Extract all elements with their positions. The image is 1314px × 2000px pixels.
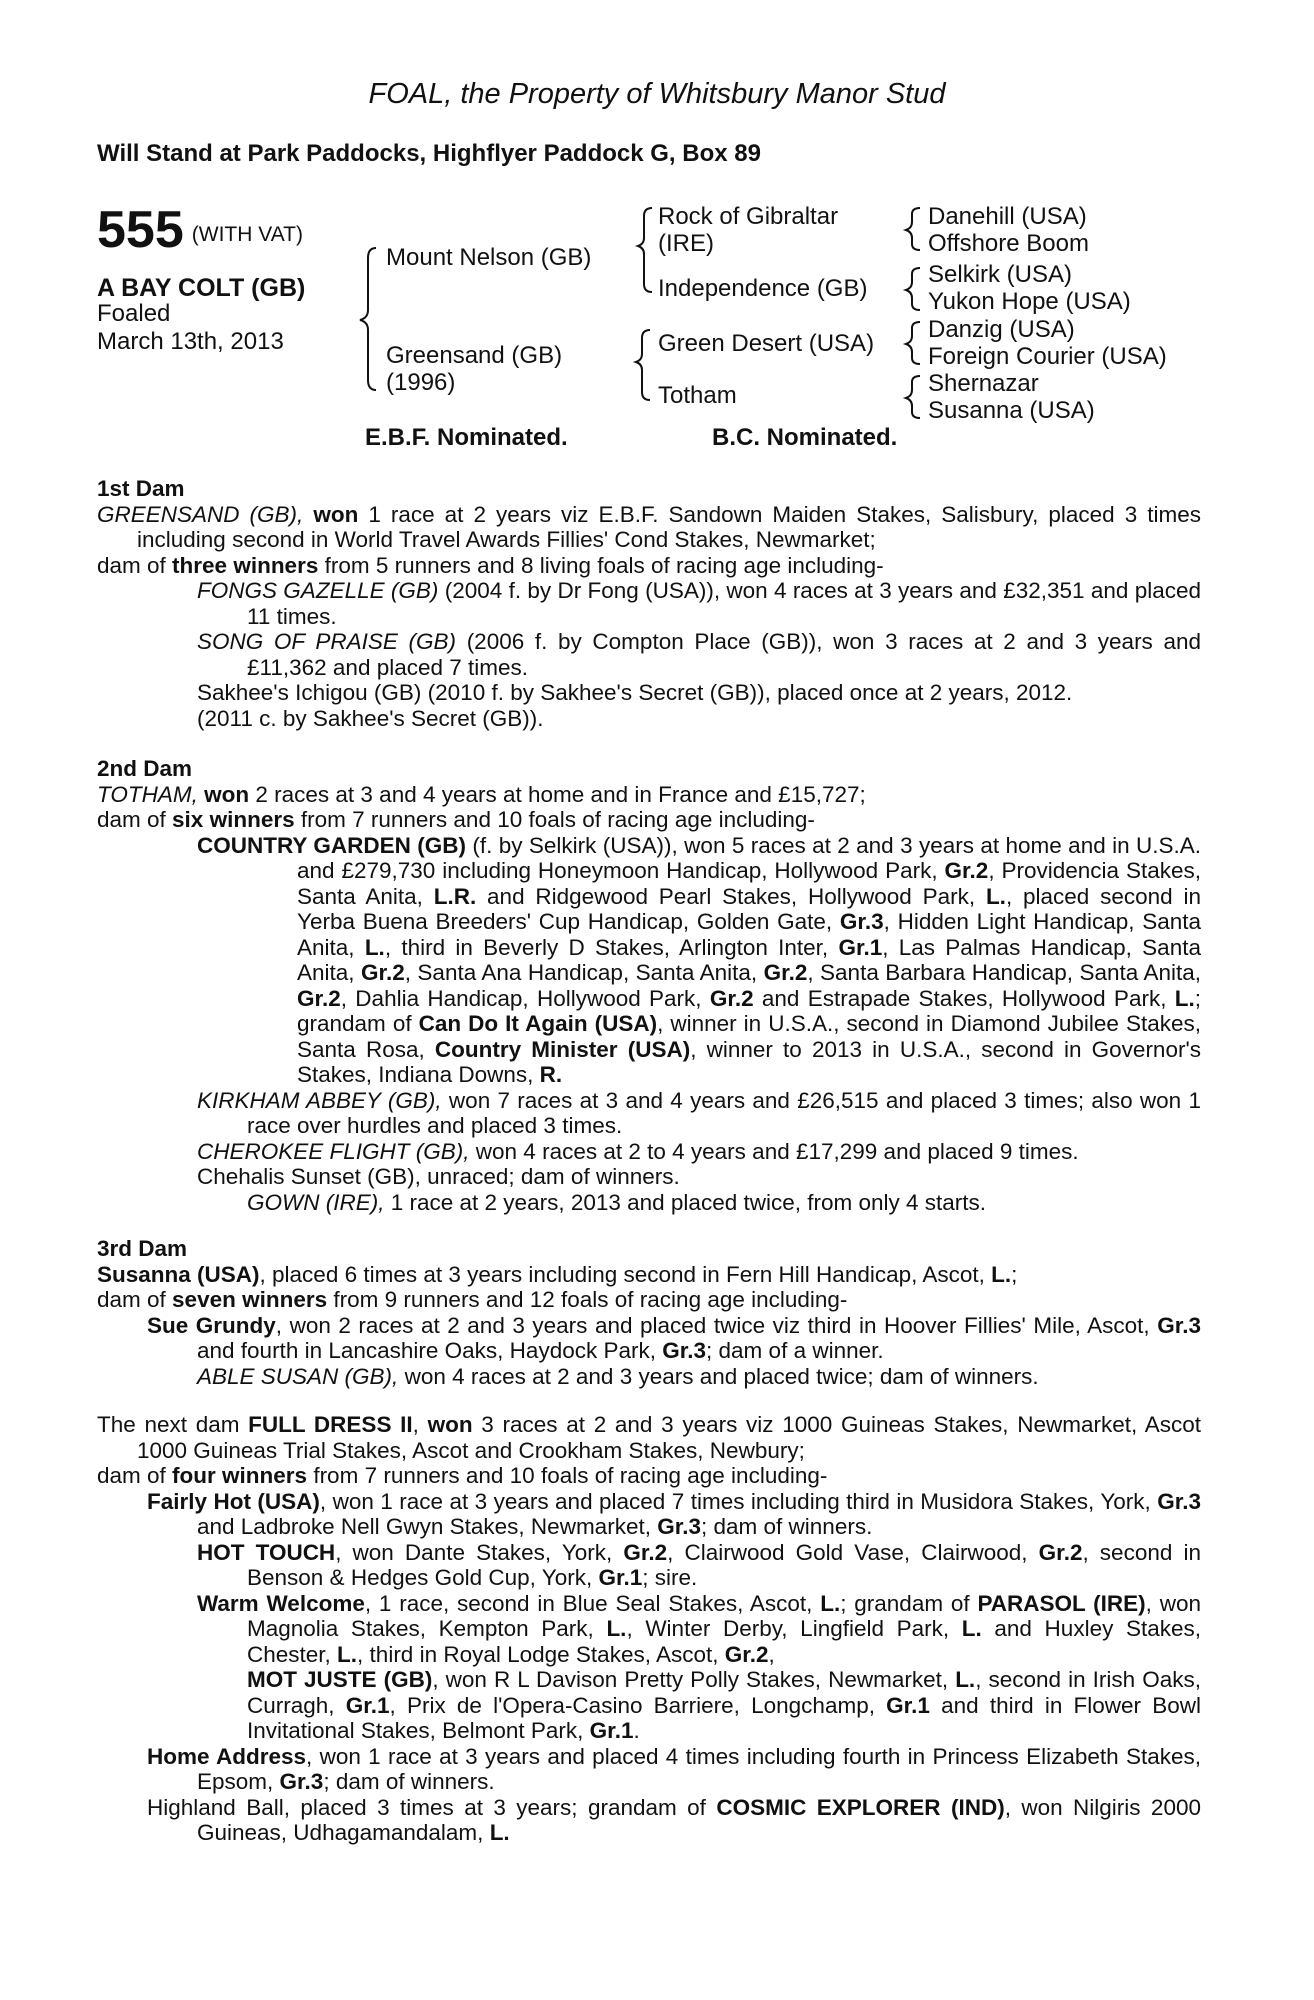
- pedigree-dam-year: (1996): [386, 369, 456, 396]
- produce-entry: [97, 833, 1201, 1088]
- text-run: , placed second in Yerba Buena Breeders' Cup Handicap, Golden Gate,: [297, 883, 1201, 934]
- produce-entry: [97, 1591, 1201, 1668]
- text-run: (2004 f. by Dr Fong (USA)), won 4 races at 3 years and £32,351 and placed 11 times.: [247, 578, 1202, 629]
- second-dam-section: [97, 756, 1201, 1215]
- text-run: L.: [337, 1641, 358, 1667]
- text-run: Gr.3: [657, 1514, 701, 1539]
- produce-entry: [97, 1795, 1201, 1846]
- second-dam-record: [97, 782, 1201, 808]
- pedigree-sss: Danehill (USA): [928, 203, 1087, 230]
- text-run: TOTHAM,: [97, 781, 198, 807]
- first-dam-record: [97, 502, 1201, 553]
- text-run: from 9 runners and 12 foals of racing age including-: [327, 1287, 848, 1312]
- text-run: FULL DRESS II: [248, 1412, 413, 1437]
- text-run: KIRKHAM ABBEY (GB),: [197, 1087, 442, 1113]
- text-run: Gr.1: [598, 1565, 643, 1590]
- text-run: 3 races at 2 and 3 years viz 1000 Guineas Stakes, Newmarket, Ascot 1000 Guineas Trial Stakes, Ascot and Crookham Stakes, Newbury;: [137, 1412, 1201, 1463]
- brace-dds: [906, 376, 920, 418]
- text-run: , won 2 races at 2 and 3 years and placed twice viz third in Hoover Fillies' Mile, Ascot,: [275, 1312, 1158, 1338]
- pedigree-sds: Selkirk (USA): [928, 261, 1073, 288]
- text-run: Gr.1: [345, 1692, 390, 1718]
- text-run: ; dam of winners.: [701, 1514, 873, 1539]
- text-run: [303, 502, 313, 527]
- pedigree-sire-sire: [658, 203, 838, 257]
- text-run: , placed 6 times at 3 years including second in Fern Hill Handicap, Ascot,: [259, 1261, 992, 1287]
- produce-entry: [97, 1088, 1201, 1139]
- text-run: L.: [1174, 985, 1195, 1011]
- text-run: Sue Grundy: [147, 1312, 276, 1338]
- text-run: ; grandam of: [297, 985, 1201, 1036]
- text-run: ; sire.: [642, 1565, 698, 1590]
- text-run: , Santa Barbara Handicap, Santa Anita,: [807, 960, 1201, 985]
- text-run: Sakhee's Ichigou (GB) (2010 f. by Sakhee's Secret (GB)), placed once at 2 years, 2012.: [197, 680, 1073, 705]
- pedigree-dam-sire: Green Desert (USA): [658, 330, 875, 357]
- text-run: , Clairwood Gold Vase, Clairwood,: [667, 1539, 1039, 1565]
- text-run: dam of: [97, 1287, 173, 1312]
- text-run: 1 race at 2 years, 2013 and placed twice, from only 4 starts.: [384, 1189, 987, 1215]
- next-dam-produce-summary: [97, 1463, 1201, 1489]
- text-run: won 4 races at 2 and 3 years and placed twice; dam of winners.: [398, 1363, 1039, 1389]
- third-dam-heading: 3rd Dam: [97, 1236, 188, 1261]
- next-dam-record: [97, 1412, 1201, 1463]
- lot-number: 555: [97, 201, 184, 259]
- text-run: , won 1 race at 3 years and placed 7 times including third in Musidora Stakes, York,: [319, 1488, 1158, 1514]
- produce-entry: [97, 680, 1201, 706]
- text-run: .: [633, 1718, 640, 1743]
- text-run: Gr.1: [589, 1718, 634, 1743]
- text-run: from 5 runners and 8 living foals of racing age including-: [318, 552, 884, 578]
- text-run: , Hidden Light Handicap, Santa Anita,: [297, 909, 1202, 960]
- text-run: six winners: [172, 807, 295, 832]
- second-dam-produce-summary: [97, 807, 1201, 833]
- text-run: dam of: [97, 552, 173, 578]
- text-run: three winners: [172, 552, 319, 578]
- brace-dss: [906, 322, 920, 364]
- brace-sss: [906, 208, 920, 250]
- second-dam-heading: 2nd Dam: [97, 756, 193, 781]
- pedigree-dsd: Foreign Courier (USA): [928, 343, 1167, 370]
- pedigree-dds: Shernazar: [928, 370, 1039, 397]
- text-run: (2011 c. by Sakhee's Secret (GB)).: [197, 705, 544, 731]
- first-dam-produce-summary: [97, 553, 1201, 579]
- brace-dam: [636, 330, 650, 400]
- text-run: ; dam of a winner.: [706, 1338, 884, 1363]
- text-run: and fourth in Lancashire Oaks, Haydock Park,: [197, 1338, 663, 1363]
- pedigree-sdd: Yukon Hope (USA): [928, 288, 1131, 315]
- text-run: Gr.2: [623, 1539, 668, 1565]
- text-run: and Estrapade Stakes, Hollywood Park,: [753, 985, 1175, 1011]
- text-run: Gr.2: [944, 858, 989, 883]
- brace-sire: [638, 208, 652, 292]
- text-run: Gr.2: [297, 985, 341, 1011]
- text-run: (f. by Selkirk (USA)), won 5 races at 2 and 3 years at home and in U.S.A. and £279,730 including Honeymoon Handicap, Hollywood Park,: [297, 832, 1202, 883]
- produce-entry: [97, 1364, 1201, 1390]
- text-run: Fairly Hot (USA): [147, 1488, 320, 1514]
- text-run: ,: [768, 1641, 775, 1667]
- text-run: L.: [489, 1820, 510, 1845]
- text-run: The next dam: [97, 1412, 249, 1437]
- text-run: Can Do It Again (USA): [418, 1011, 658, 1036]
- text-run: , won Dante Stakes, York,: [335, 1539, 624, 1565]
- text-run: dam of: [97, 807, 173, 832]
- lot-description: A BAY COLT (GB): [97, 274, 306, 302]
- pedigree-sire-dam: Independence (GB): [658, 275, 868, 302]
- text-run: , won Magnolia Stakes, Kempton Park,: [247, 1590, 1201, 1641]
- text-run: , Prix de l'Opera-Casino Barriere, Longchamp,: [389, 1692, 887, 1718]
- pedigree-dam-dam: Totham: [658, 382, 737, 409]
- text-run: Susanna (USA): [97, 1261, 260, 1287]
- text-run: , won Nilgiris 2000 Guineas, Udhagamandalam,: [197, 1794, 1201, 1845]
- text-run: L.: [820, 1590, 841, 1616]
- pedigree-dam-name: Greensand (GB): [386, 342, 563, 369]
- text-run: ,: [412, 1412, 428, 1437]
- text-run: four winners: [172, 1463, 308, 1488]
- ebf-nominated: E.B.F. Nominated.: [365, 424, 568, 451]
- text-run: Gr.2: [763, 960, 808, 985]
- brace-main: [360, 248, 376, 390]
- text-run: Highland Ball, placed 3 times at 3 years; grandam of: [147, 1794, 717, 1820]
- text-run: and Ridgewood Pearl Stakes, Hollywood Park,: [476, 883, 986, 909]
- text-run: Gr.3: [1157, 1312, 1201, 1338]
- brace-sds: [906, 268, 920, 310]
- text-run: FONGS GAZELLE (GB): [197, 578, 439, 603]
- text-run: , Las Palmas Handicap, Santa Anita,: [297, 934, 1201, 985]
- text-run: Chehalis Sunset (GB), unraced; dam of winners.: [197, 1164, 680, 1189]
- text-run: dam of: [97, 1463, 173, 1488]
- text-run: R.: [539, 1062, 563, 1087]
- text-run: COUNTRY GARDEN (GB): [197, 832, 467, 858]
- text-run: , winner to 2013 in U.S.A., second in Governor's Stakes, Indiana Downs,: [297, 1036, 1201, 1087]
- pedigree-dss: Danzig (USA): [928, 316, 1075, 343]
- text-run: Country Minister (USA): [434, 1036, 691, 1062]
- produce-entry: [97, 1667, 1201, 1744]
- text-run: Gr.3: [279, 1769, 324, 1794]
- text-run: won: [427, 1412, 473, 1437]
- third-dam-record: [97, 1262, 1201, 1288]
- lot-vat: (WITH VAT): [191, 223, 303, 246]
- text-run: ; dam of winners.: [323, 1769, 495, 1794]
- text-run: Gr.3: [662, 1338, 707, 1363]
- text-run: ; grandam of: [840, 1590, 978, 1616]
- first-dam-heading: 1st Dam: [97, 476, 185, 501]
- text-run: GOWN (IRE),: [247, 1189, 385, 1215]
- produce-entry: [97, 1744, 1201, 1795]
- text-run: and Huxley Stakes, Chester,: [247, 1616, 1201, 1667]
- text-run: , second in Benson & Hedges Gold Cup, York,: [247, 1539, 1201, 1590]
- text-run: won: [204, 781, 250, 807]
- text-run: from 7 runners and 10 foals of racing age including-: [294, 807, 815, 832]
- produce-entry: [97, 1190, 1201, 1216]
- bc-nominated: B.C. Nominated.: [712, 424, 898, 451]
- produce-entry: [97, 706, 1201, 732]
- text-run: Home Address: [147, 1743, 307, 1769]
- text-run: from 7 runners and 10 foals of racing age including-: [307, 1463, 828, 1488]
- pedigree-dam: [386, 342, 562, 396]
- text-run: Gr.2: [724, 1641, 769, 1667]
- pedigree-sire: Mount Nelson (GB): [386, 244, 592, 271]
- text-run: L.: [606, 1616, 627, 1641]
- produce-entry: [97, 1540, 1201, 1591]
- text-run: ;: [1011, 1261, 1018, 1287]
- text-run: , winner in U.S.A., second in Diamond Jubilee Stakes, Santa Rosa,: [297, 1011, 1201, 1062]
- text-run: CHEROKEE FLIGHT (GB),: [197, 1138, 470, 1164]
- pedigree-ddd: Susanna (USA): [928, 397, 1095, 424]
- text-run: , 1 race, second in Blue Seal Stakes, Ascot,: [364, 1590, 821, 1616]
- text-run: seven winners: [172, 1287, 328, 1312]
- text-run: SONG OF PRAISE (GB): [197, 629, 457, 654]
- text-run: , won 1 race at 3 years and placed 4 times including fourth in Princess Elizabeth Stakes, Epsom,: [197, 1743, 1201, 1794]
- text-run: Gr.1: [838, 934, 883, 960]
- text-run: Gr.3: [839, 909, 884, 934]
- text-run: and third in Flower Bowl Invitational Stakes, Belmont Park,: [247, 1692, 1201, 1743]
- text-run: Gr.2: [360, 960, 405, 985]
- text-run: , Winter Derby, Lingfield Park,: [626, 1616, 962, 1641]
- text-run: L.: [991, 1261, 1012, 1287]
- text-run: won: [313, 501, 359, 527]
- foaled-date: March 13th, 2013: [97, 328, 284, 355]
- pedigree-sire-sire-name: Rock of Gibraltar: [658, 203, 839, 230]
- text-run: PARASOL (IRE): [977, 1590, 1146, 1616]
- stand-location: Will Stand at Park Paddocks, Highflyer Paddock G, Box 89: [97, 140, 761, 167]
- text-run: 1 race at 2 years viz E.B.F. Sandown Maiden Stakes, Salisbury, placed 3 times including second in World Travel Awards Fillies' Cond Stakes, Newmarket;: [137, 501, 1201, 552]
- text-run: GREENSAND (GB),: [97, 501, 304, 527]
- text-run: Gr.2: [1038, 1539, 1083, 1565]
- produce-entry: [97, 1139, 1201, 1165]
- third-dam-produce-summary: [97, 1287, 1201, 1313]
- produce-entry: [97, 1489, 1201, 1540]
- text-run: L.R.: [433, 883, 477, 909]
- produce-entry: [97, 578, 1201, 629]
- pedigree-sire-sire-country: (IRE): [658, 230, 714, 257]
- text-run: L.: [961, 1616, 982, 1641]
- text-run: , third in Royal Lodge Stakes, Ascot,: [357, 1641, 725, 1667]
- text-run: ABLE SUSAN (GB),: [197, 1363, 399, 1389]
- text-run: (2006 f. by Compton Place (GB)), won 3 races at 2 and 3 years and £11,362 and placed 7 times.: [247, 629, 1201, 680]
- text-run: Warm Welcome: [197, 1590, 365, 1616]
- text-run: Gr.2: [709, 985, 754, 1011]
- text-run: MOT JUSTE (GB): [247, 1667, 433, 1692]
- next-dam-section: [97, 1412, 1201, 1846]
- text-run: won 4 races at 2 to 4 years and £17,299 and placed 9 times.: [469, 1138, 1079, 1164]
- text-run: COSMIC EXPLORER (IND): [716, 1794, 1005, 1820]
- third-dam-section: [97, 1236, 1201, 1389]
- text-run: , Providencia Stakes, Santa Anita,: [297, 858, 1201, 909]
- first-dam-section: [97, 476, 1201, 731]
- text-run: L.: [364, 934, 385, 960]
- text-run: HOT TOUCH: [197, 1539, 336, 1565]
- text-run: L.: [985, 883, 1006, 909]
- produce-entry: [97, 1164, 1201, 1190]
- text-run: , Dahlia Handicap, Hollywood Park,: [340, 985, 710, 1011]
- text-run: L.: [955, 1667, 976, 1692]
- produce-entry: [97, 1313, 1201, 1364]
- foaled-label: Foaled: [97, 300, 171, 327]
- text-run: Gr.3: [1157, 1488, 1202, 1514]
- text-run: Gr.1: [886, 1692, 930, 1718]
- page-title: FOAL, the Property of Whitsbury Manor Stud: [368, 78, 946, 110]
- text-run: won 7 races at 3 and 4 years and £26,515 and placed 3 times; also won 1 race over hurdles and placed 3 times.: [247, 1087, 1202, 1138]
- text-run: , won R L Davison Pretty Polly Stakes, Newmarket,: [432, 1667, 956, 1692]
- text-run: 2 races at 3 and 4 years at home and in France and £15,727;: [249, 781, 866, 807]
- text-run: , second in Irish Oaks, Curragh,: [247, 1667, 1201, 1718]
- text-run: and Ladbroke Nell Gwyn Stakes, Newmarket,: [197, 1514, 658, 1539]
- produce-entry: [97, 629, 1201, 680]
- pedigree-ssd: Offshore Boom: [928, 230, 1089, 257]
- text-run: , third in Beverly D Stakes, Arlington Inter,: [384, 934, 839, 960]
- text-run: , Santa Ana Handicap, Santa Anita,: [404, 960, 764, 985]
